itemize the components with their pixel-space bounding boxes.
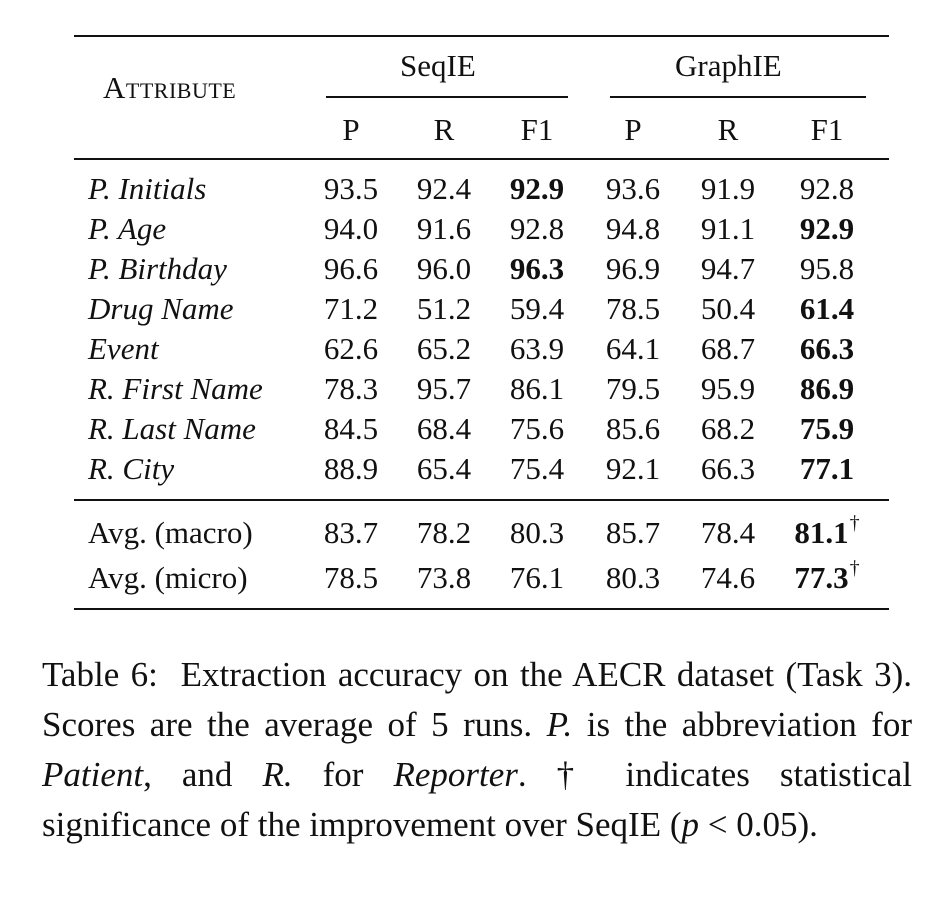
table-cell (588, 413, 678, 444)
attribute-label: Drug Name (88, 291, 234, 326)
table-cell (683, 293, 773, 324)
cell-value: 84.5 (323, 411, 379, 446)
avg-row-label: Avg. (macro) (88, 515, 253, 550)
cell-value: 96.0 (416, 251, 472, 286)
cell-value: 59.4 (509, 291, 565, 326)
cell-value: 50.4 (700, 291, 756, 326)
table-cell (782, 293, 872, 324)
cell-value: 92.1 (605, 451, 661, 486)
avg-separator-rule (74, 499, 889, 501)
metric-header: R (433, 112, 455, 147)
cell-value: 92.4 (416, 171, 472, 206)
table-cell (588, 293, 678, 324)
cell-value: 80.3 (605, 560, 661, 595)
attribute-label: P. Initials (88, 171, 207, 206)
cell-value: 68.7 (700, 331, 756, 366)
table-cell (588, 173, 678, 204)
cell-value: 61.4 (799, 291, 855, 326)
seqie-group-rule (326, 96, 568, 98)
table-cell (588, 253, 678, 284)
table-cell (399, 333, 489, 364)
table-cell (782, 213, 872, 244)
table-cell (683, 173, 773, 204)
cell-value: 92.8 (799, 171, 855, 206)
metric-header: R (717, 112, 739, 147)
cell-value: 75.4 (509, 451, 565, 486)
table-cell (782, 373, 872, 404)
table-cell (782, 557, 872, 595)
table-cell (306, 253, 396, 284)
cell-value: 88.9 (323, 451, 379, 486)
cell-value: 74.6 (700, 560, 756, 595)
table-caption (42, 650, 912, 850)
cell-value: 62.6 (323, 331, 379, 366)
graphie-group-rule (610, 96, 866, 98)
cell-value: 83.7 (323, 515, 379, 550)
caption-patient: Patient (42, 755, 144, 794)
cell-value: 66.3 (799, 331, 855, 366)
attribute-header: Attribute (103, 70, 237, 105)
cell-value: 73.8 (416, 560, 472, 595)
caption-p-abbr: P. (546, 705, 573, 744)
cell-value: 66.3 (700, 451, 756, 486)
cell-value: 96.9 (605, 251, 661, 286)
caption-text-1: Extraction accuracy on the AECR dataset (Task 3). Scores are the average of 5 runs. (42, 655, 913, 744)
table-cell (306, 213, 396, 244)
table-cell (782, 512, 872, 550)
cell-value: 80.3 (509, 515, 565, 550)
cell-value: 96.6 (323, 251, 379, 286)
metric-header: F1 (520, 112, 554, 147)
cell-value: 94.8 (605, 211, 661, 246)
avg-row-label: Avg. (micro) (88, 560, 248, 595)
cell-value: 76.1 (509, 560, 565, 595)
cell-value: 81.1 (794, 515, 849, 550)
cell-value: 63.9 (509, 331, 565, 366)
cell-value: 65.2 (416, 331, 472, 366)
cell-value: 64.1 (605, 331, 661, 366)
table-cell (588, 517, 678, 548)
table-cell (399, 373, 489, 404)
table-cell (683, 373, 773, 404)
attribute-label: P. Birthday (88, 251, 227, 286)
cell-value: 86.9 (799, 371, 855, 406)
cell-value: 75.9 (799, 411, 855, 446)
table-cell (492, 413, 582, 444)
table-cell (492, 562, 582, 593)
table-cell (306, 293, 396, 324)
table-cell (492, 253, 582, 284)
table-cell (306, 453, 396, 484)
cell-value: 77.3 (794, 560, 849, 595)
metric-header: F1 (810, 112, 844, 147)
bottom-rule (74, 608, 889, 610)
table-cell (683, 213, 773, 244)
table-cell (399, 253, 489, 284)
table-cell (588, 373, 678, 404)
cell-value: 78.3 (323, 371, 379, 406)
table-cell (492, 333, 582, 364)
metric-header: P (624, 112, 642, 147)
table-cell (782, 453, 872, 484)
attribute-label: Event (88, 331, 159, 366)
table-cell (492, 453, 582, 484)
table-cell (399, 413, 489, 444)
table-cell (399, 213, 489, 244)
table-cell (306, 333, 396, 364)
table-cell (492, 517, 582, 548)
cell-value: 91.1 (700, 211, 756, 246)
table-cell (683, 517, 773, 548)
table-cell (306, 562, 396, 593)
cell-value: 68.2 (700, 411, 756, 446)
cell-value: 51.2 (416, 291, 472, 326)
table-cell (782, 333, 872, 364)
cell-value: 92.8 (509, 211, 565, 246)
table-cell (683, 253, 773, 284)
caption-text-2: is the abbreviation for (586, 705, 912, 744)
table-cell (492, 213, 582, 244)
table-cell (683, 413, 773, 444)
cell-value: 86.1 (509, 371, 565, 406)
table-cell (683, 562, 773, 593)
top-rule (74, 35, 889, 37)
metric-header: P (342, 112, 360, 147)
table-cell (306, 173, 396, 204)
table-cell (782, 413, 872, 444)
cell-value: 71.2 (323, 291, 379, 326)
caption-r-abbr: R. (262, 755, 293, 794)
table-cell (306, 413, 396, 444)
cell-value: 95.8 (799, 251, 855, 286)
cell-value: 65.4 (416, 451, 472, 486)
cell-value: 78.4 (700, 515, 756, 550)
attribute-label: R. First Name (88, 371, 263, 406)
table-cell (399, 453, 489, 484)
cell-value: 92.9 (509, 171, 565, 206)
cell-value: 96.3 (509, 251, 565, 286)
table-cell (588, 453, 678, 484)
graphie-group-header: GraphIE (675, 48, 782, 83)
table-cell (399, 173, 489, 204)
caption-label: Table 6: (42, 655, 158, 694)
seqie-group-header: SeqIE (400, 48, 476, 83)
cell-value: 91.6 (416, 211, 472, 246)
cell-value: 95.7 (416, 371, 472, 406)
cell-value: 93.5 (323, 171, 379, 206)
table-cell (492, 293, 582, 324)
table-cell (782, 253, 872, 284)
table-cell (399, 517, 489, 548)
attribute-label: R. City (88, 451, 175, 486)
cell-value: 78.2 (416, 515, 472, 550)
table-cell (588, 333, 678, 364)
cell-value: 78.5 (605, 291, 661, 326)
cell-value: 77.1 (799, 451, 855, 486)
table-cell (782, 173, 872, 204)
header-rule (74, 158, 889, 160)
table-cell (306, 517, 396, 548)
cell-value: 75.6 (509, 411, 565, 446)
cell-value: 85.7 (605, 515, 661, 550)
cell-value: 68.4 (416, 411, 472, 446)
cell-value: 93.6 (605, 171, 661, 206)
caption-text-4: for (322, 755, 364, 794)
table-cell (683, 333, 773, 364)
cell-value: 91.9 (700, 171, 756, 206)
table-cell (306, 373, 396, 404)
caption-p-var: p (681, 805, 700, 844)
table-cell (683, 453, 773, 484)
cell-value: 95.9 (700, 371, 756, 406)
cell-value: 94.0 (323, 211, 379, 246)
cell-value: 85.6 (605, 411, 661, 446)
attribute-label: R. Last Name (88, 411, 256, 446)
dagger-mark: † (849, 557, 860, 579)
cell-value: 78.5 (323, 560, 379, 595)
table-cell (588, 562, 678, 593)
caption-reporter: Reporter (393, 755, 518, 794)
dagger-mark: † (849, 512, 860, 534)
cell-value: 92.9 (799, 211, 855, 246)
table-cell (492, 373, 582, 404)
caption-text-3: , and (143, 755, 233, 794)
caption-text-6: < 0.05). (699, 805, 818, 844)
cell-value: 94.7 (700, 251, 756, 286)
table-cell (399, 293, 489, 324)
table-cell (399, 562, 489, 593)
caption-text-5: . † indicates statistical significance of the improvement over SeqIE ( (42, 755, 913, 844)
table-cell (588, 213, 678, 244)
cell-value: 79.5 (605, 371, 661, 406)
attribute-label: P. Age (88, 211, 167, 246)
table-cell (492, 173, 582, 204)
